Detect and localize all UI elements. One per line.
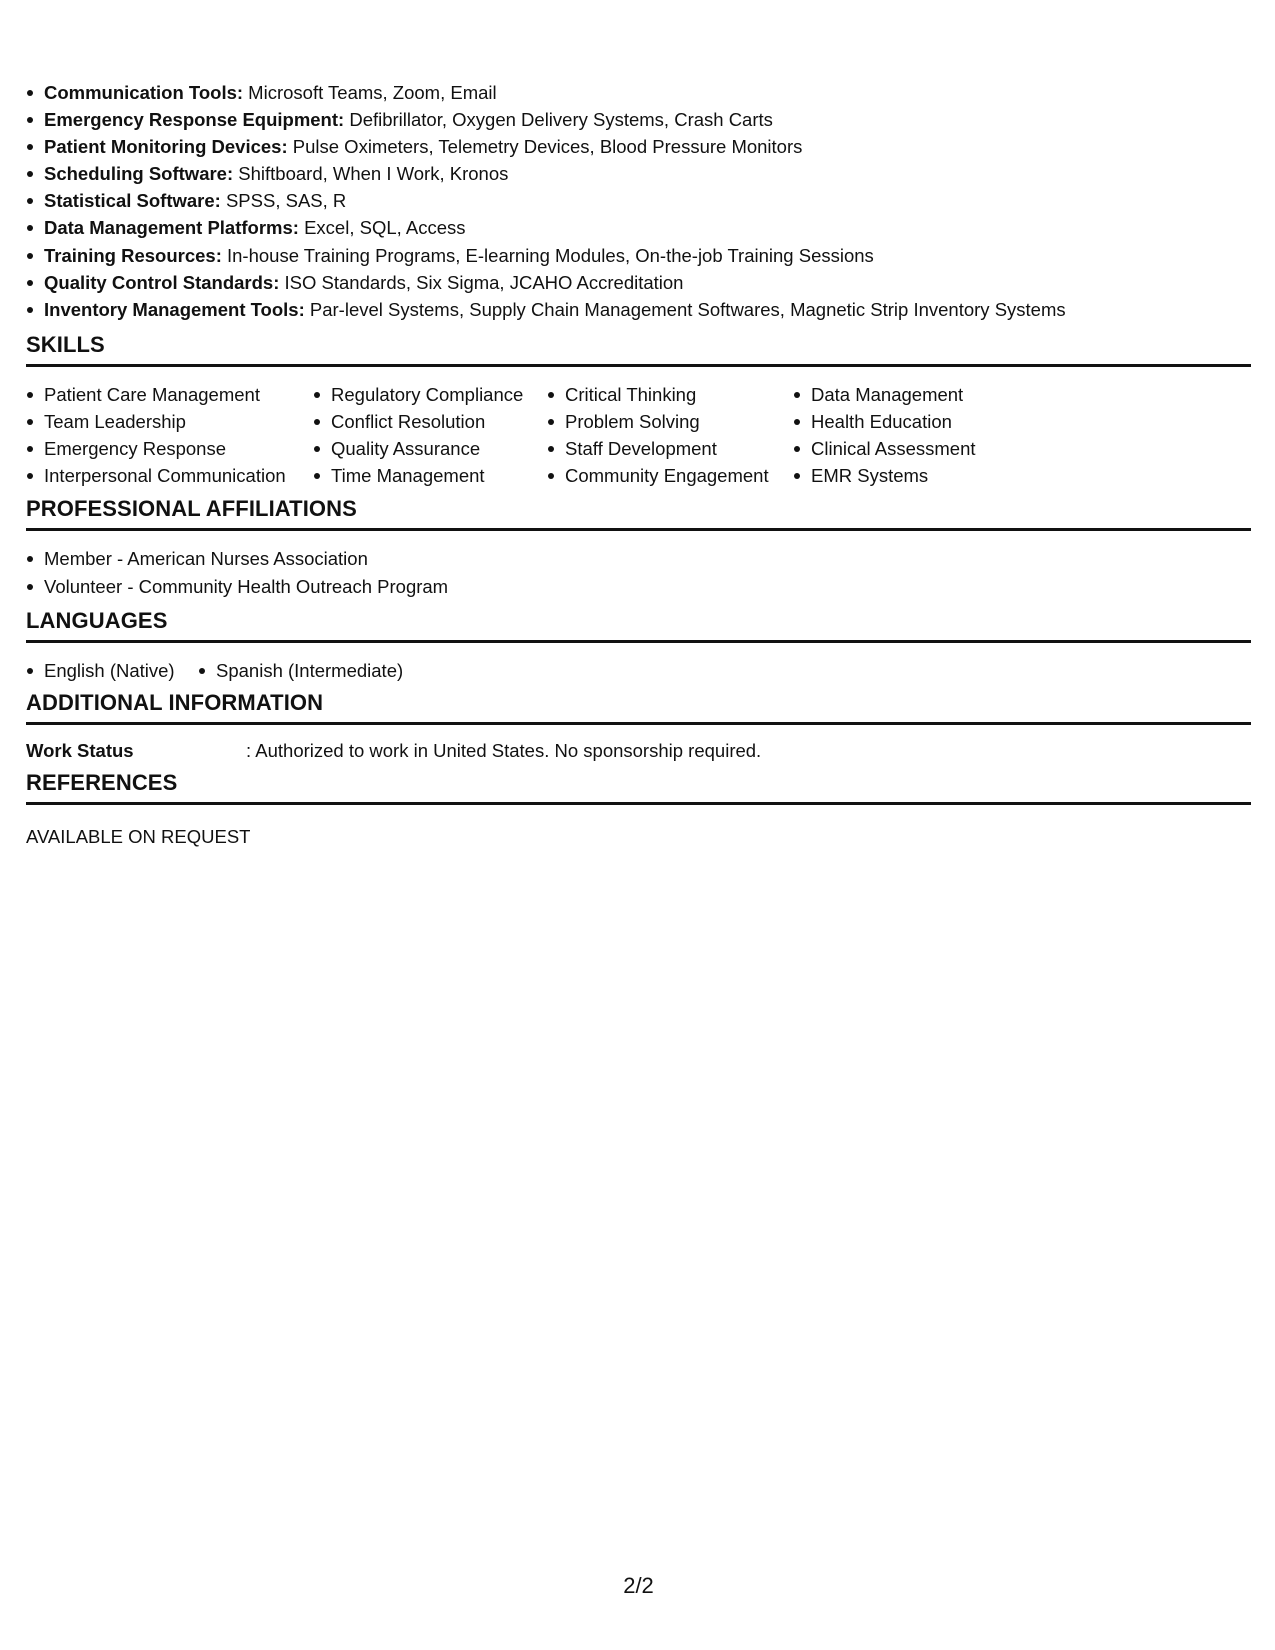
page-number: 2/2 [623, 1573, 654, 1598]
section-title: REFERENCES [26, 770, 178, 795]
tools-list [26, 79, 1066, 323]
tool-category-value: In-house Training Programs, E-learning Modules, On-the-job Training Sessions [221, 244, 874, 266]
section-title: SKILLS [26, 332, 105, 357]
list-item: Emergency Response [26, 435, 286, 462]
tool-category-label: Communication Tools: [44, 82, 244, 103]
references-text: AVAILABLE ON REQUEST [26, 826, 251, 847]
list-item [26, 242, 1066, 269]
list-item [26, 133, 1066, 160]
list-item: Quality Assurance [313, 435, 523, 462]
list-item: Regulatory Compliance [313, 381, 523, 408]
list-item [26, 214, 1066, 241]
tool-category-label: Data Management Platforms: [44, 217, 299, 239]
skills-column [547, 381, 769, 489]
list-item [26, 269, 1066, 296]
list-item: Problem Solving [547, 408, 769, 435]
work-status-value: : Authorized to work in United States. No sponsorship required. [246, 740, 762, 761]
list-item: Spanish (Intermediate) [198, 657, 403, 684]
tool-category-label: Emergency Response Equipment: [44, 109, 345, 131]
list-item: Critical Thinking [547, 381, 769, 408]
list-item: EMR Systems [793, 462, 976, 489]
tool-category-label: Quality Control Standards: [44, 271, 280, 293]
tool-category-value: Defibrillator, Oxygen Delivery Systems, Crash Carts [344, 109, 773, 131]
skills-column [26, 381, 286, 489]
tool-category-value: Microsoft Teams, Zoom, Email [243, 82, 497, 103]
tool-category-value: Excel, SQL, Access [298, 217, 466, 239]
tool-category-label: Scheduling Software: [44, 163, 234, 185]
tool-category-value: Pulse Oximeters, Telemetry Devices, Blood Pressure Monitors [287, 136, 803, 158]
list-item: English (Native) [26, 657, 175, 684]
list-item: Clinical Assessment [793, 435, 976, 462]
list-item: Time Management [313, 462, 523, 489]
section-heading-skills [26, 328, 1251, 367]
tool-category-value: Par-level Systems, Supply Chain Management Softwares, Magnetic Strip Inventory Systems [304, 298, 1066, 320]
section-heading-references [26, 766, 1251, 805]
tool-category-label: Training Resources: [44, 244, 222, 266]
list-item: Member - American Nurses Association [26, 545, 448, 573]
work-status-label: Work Status [26, 740, 134, 761]
tool-category-value: SPSS, SAS, R [220, 190, 347, 212]
section-heading-affiliations [26, 492, 1251, 531]
section-title: LANGUAGES [26, 608, 168, 633]
list-item [26, 187, 1066, 214]
section-title: ADDITIONAL INFORMATION [26, 690, 324, 715]
section-title: PROFESSIONAL AFFILIATIONS [26, 496, 357, 521]
list-item: Volunteer - Community Health Outreach Program [26, 573, 448, 601]
list-item [26, 79, 1066, 106]
list-item: Staff Development [547, 435, 769, 462]
section-heading-additional-information [26, 686, 1251, 725]
list-item [26, 106, 1066, 133]
tool-category-value: Shiftboard, When I Work, Kronos [233, 163, 509, 185]
skills-column [793, 381, 976, 489]
list-item: Team Leadership [26, 408, 286, 435]
section-heading-languages [26, 604, 1251, 643]
list-item [26, 160, 1066, 187]
tool-category-label: Inventory Management Tools: [44, 298, 305, 320]
list-item: Health Education [793, 408, 976, 435]
tool-category-value: ISO Standards, Six Sigma, JCAHO Accreditation [279, 271, 684, 293]
tool-category-label: Statistical Software: [44, 190, 221, 212]
list-item: Patient Care Management [26, 381, 286, 408]
list-item: Community Engagement [547, 462, 769, 489]
list-item: Conflict Resolution [313, 408, 523, 435]
affiliations-list [26, 545, 448, 601]
list-item: Interpersonal Communication [26, 462, 286, 489]
list-item [26, 296, 1066, 323]
resume-page [26, 0, 1251, 1650]
list-item: Data Management [793, 381, 976, 408]
tool-category-label: Patient Monitoring Devices: [44, 136, 288, 158]
skills-column [313, 381, 523, 489]
